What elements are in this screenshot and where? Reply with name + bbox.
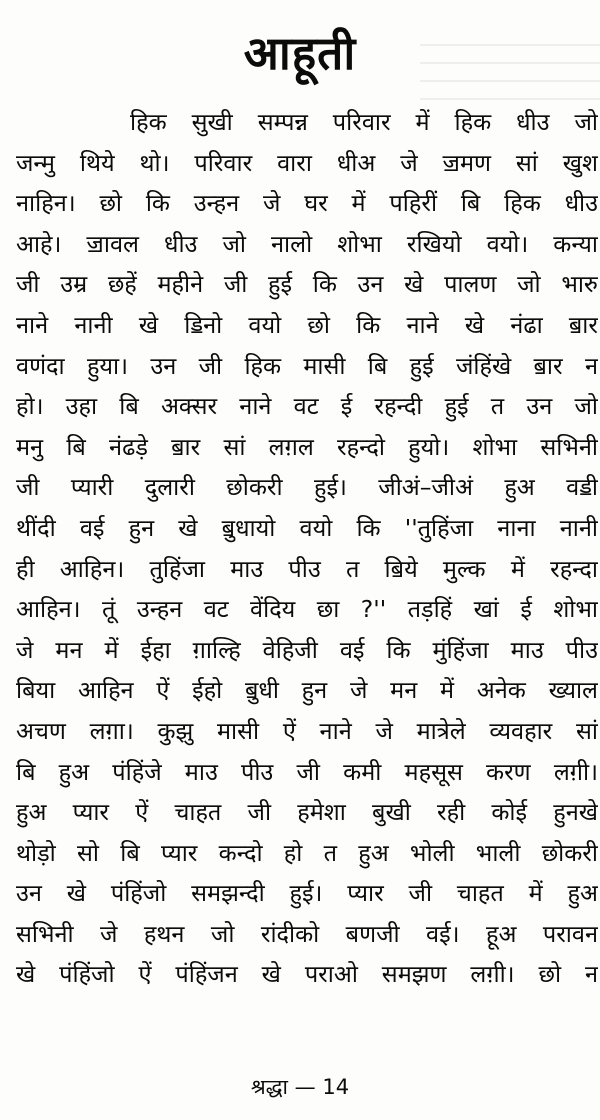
text-line: वणंदा हुया। उन जी हिक मासी बि हुई जंहिंखे ॿार न: [16, 351, 598, 380]
page-title: आहूती: [243, 26, 357, 80]
text-line: अचण लग़ा। कुझु मासी ऐं नाने जे मात्रेले व्यवहार सां: [16, 716, 598, 745]
text-line: जे मन में ईहा ग़ाल्हि वेहिजी वई कि मुंहिंजा माउ पीउ: [16, 635, 598, 664]
text-line: सभिनी जे हथन जो रांदीको बणजी वई। हूअ परावन: [16, 919, 598, 948]
text-line: ही आहिन। तुहिंजा माउ पीउ त ॿिये मुल्क में रहन्दा: [16, 554, 598, 583]
text-line: मनु बि नंढड़े ॿार सां लग़ल रहन्दो हुयो। शोभा सभिनी: [16, 432, 598, 461]
text-line: हुअ प्यार ऐं चाहत जी हमेशा बुखी रही कोई हुनखे: [16, 798, 598, 827]
text-line: खे पंहिंजो ऐं पंहिंजन खे पराओ समझण लग़ी। छो न: [16, 960, 598, 989]
text-line: बि हुअ पंहिंजे माउ पीउ जी कमी महसूस करण लग़ी।: [16, 757, 598, 786]
text-line: थोड़ो सो बि प्यार कन्दो हो त हुअ भोली भाली छोकरी: [16, 838, 598, 867]
text-line: थींदी वई हुन खे ॿुधायो वयो कि ''तुहिंजा नाना नानी: [16, 513, 598, 542]
text-line: आहे। ॼावल धीउ जो नालो शोभा रखियो वयो। कन्या: [16, 229, 598, 258]
text-line: हिक सुखी सम्पन्न परिवार में हिक धीउ जो: [130, 108, 598, 136]
text-line: हो। उहा बि अक्सर नाने वट ई रहन्दी हुई त उन जो: [16, 392, 598, 421]
text-line: नाहिन। छो कि उन्हन जे घर में पहिरीं बि हिक धीउ: [16, 189, 598, 218]
text-line: जी उम्र छहें महीने जी हुई कि उन खे पालण जो भारु: [16, 270, 598, 299]
text-line: नाने नानी खे ॾिनो वयो छो कि नाने खे नंढा ॿार: [16, 310, 598, 339]
body-text: [16, 102, 598, 995]
text-line: आहिन। तूं उन्हन वट वेंदिय छा ?'' तड़हिं खां ई शोभा: [16, 595, 598, 624]
text-line: उन खे पंहिंजो समझन्दी हुई। प्यार जी चाहत में हुअ: [16, 879, 598, 908]
text-line: बिया आहिन ऐं ईहो ॿुधी हुन जे मन में अनेक ख्याल: [16, 676, 598, 705]
page-footer: श्रद्धा — 14: [250, 1075, 350, 1099]
text-line: जी प्यारी दुलारी छोकरी हुई। जीअं–जीअं हुअ वॾी: [16, 473, 598, 502]
text-line: जन्मु थिये थो। परिवार वारा धीअ जे ॼमण सां खुश: [16, 148, 598, 177]
